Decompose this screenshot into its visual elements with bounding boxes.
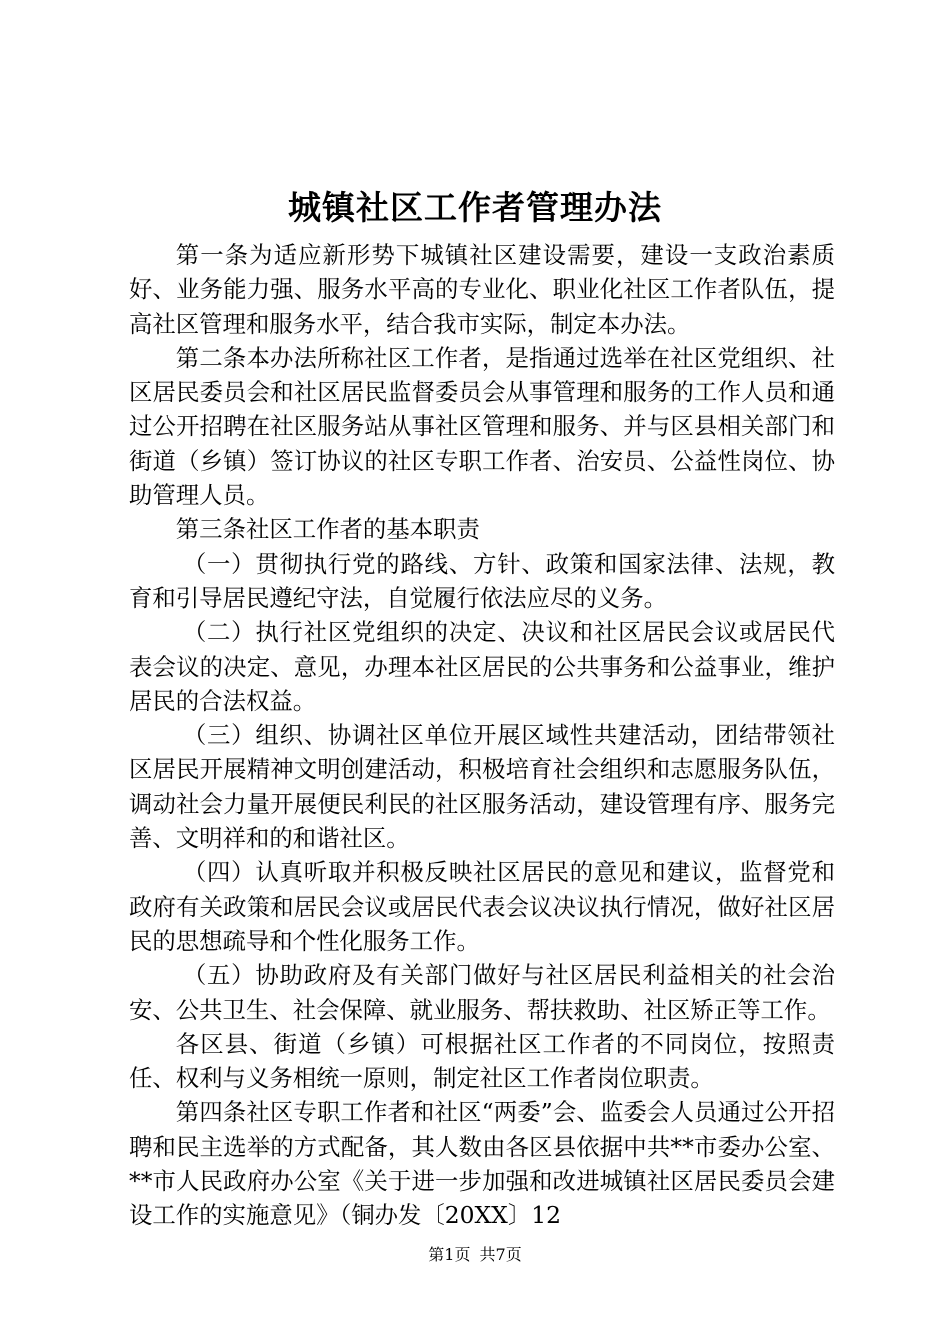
article-4-paragraph: 第四条社区专职工作者和社区“两委”会、监委会人员通过公开招聘和民主选举的方式配备，其人数由各区县依据中共**市委办公室、**市人民政府办公室《关于进一步加强和改进城镇社区居民委员会建设工作的实施意见》（铜办发〔20XX〕12 bbox=[129, 1098, 835, 1230]
article-1-paragraph: 第一条为适应新形势下城镇社区建设需要，建设一支政治素质好、业务能力强、服务水平高的专业化、职业化社区工作者队伍，提高社区管理和服务水平，结合我市实际，制定本办法。 bbox=[129, 241, 835, 338]
document-body bbox=[129, 238, 835, 1233]
duty-item-1: （一）贯彻执行党的路线、方针、政策和国家法律、法规，教育和引导居民遵纪守法，自觉履行依法应尽的义务。 bbox=[129, 549, 835, 612]
article-3-heading: 第三条社区工作者的基本职责 bbox=[175, 515, 480, 544]
duty-item-3: （三）组织、协调社区单位开展区域性共建活动，团结带领社区居民开展精神文明创建活动，积极培育社会组织和志愿服务队伍，调动社会力量开展便民利民的社区服务活动，建设管理有序、服务完善、文明祥和的和谐社区。 bbox=[129, 721, 835, 853]
duty-item-4: （四）认真听取并积极反映社区居民的意见和建议，监督党和政府有关政策和居民会议或居民代表会议决议执行情况，做好社区居民的思想疏导和个性化服务工作。 bbox=[129, 858, 835, 955]
document-title: 城镇社区工作者管理办法 bbox=[288, 188, 662, 227]
page-footer bbox=[0, 1244, 950, 1266]
article-2-paragraph: 第二条本办法所称社区工作者，是指通过选举在社区党组织、社区居民委员会和社区居民监督委员会从事管理和服务的工作人员和通过公开招聘在社区服务站从事社区管理和服务、并与区县相关部门和街道（乡镇）签订协议的社区专职工作者、治安员、公益性岗位、协助管理人员。 bbox=[129, 343, 835, 510]
page-number: 第1页 bbox=[428, 1245, 471, 1264]
duty-item-2: （二）执行社区党组织的决定、决议和社区居民会议或居民代表会议的决定、意见，办理本社区居民的公共事务和公益事业，维护居民的合法权益。 bbox=[129, 618, 835, 715]
duty-item-5: （五）协助政府及有关部门做好与社区居民利益相关的社会治安、公共卫生、社会保障、就业服务、帮扶救助、社区矫正等工作。 bbox=[129, 961, 835, 1024]
duty-note-paragraph: 各区县、街道（乡镇）可根据社区工作者的不同岗位，按照责任、权利与义务相统一原则，制定社区工作者岗位职责。 bbox=[129, 1029, 835, 1093]
page-total: 共7页 bbox=[479, 1245, 522, 1264]
